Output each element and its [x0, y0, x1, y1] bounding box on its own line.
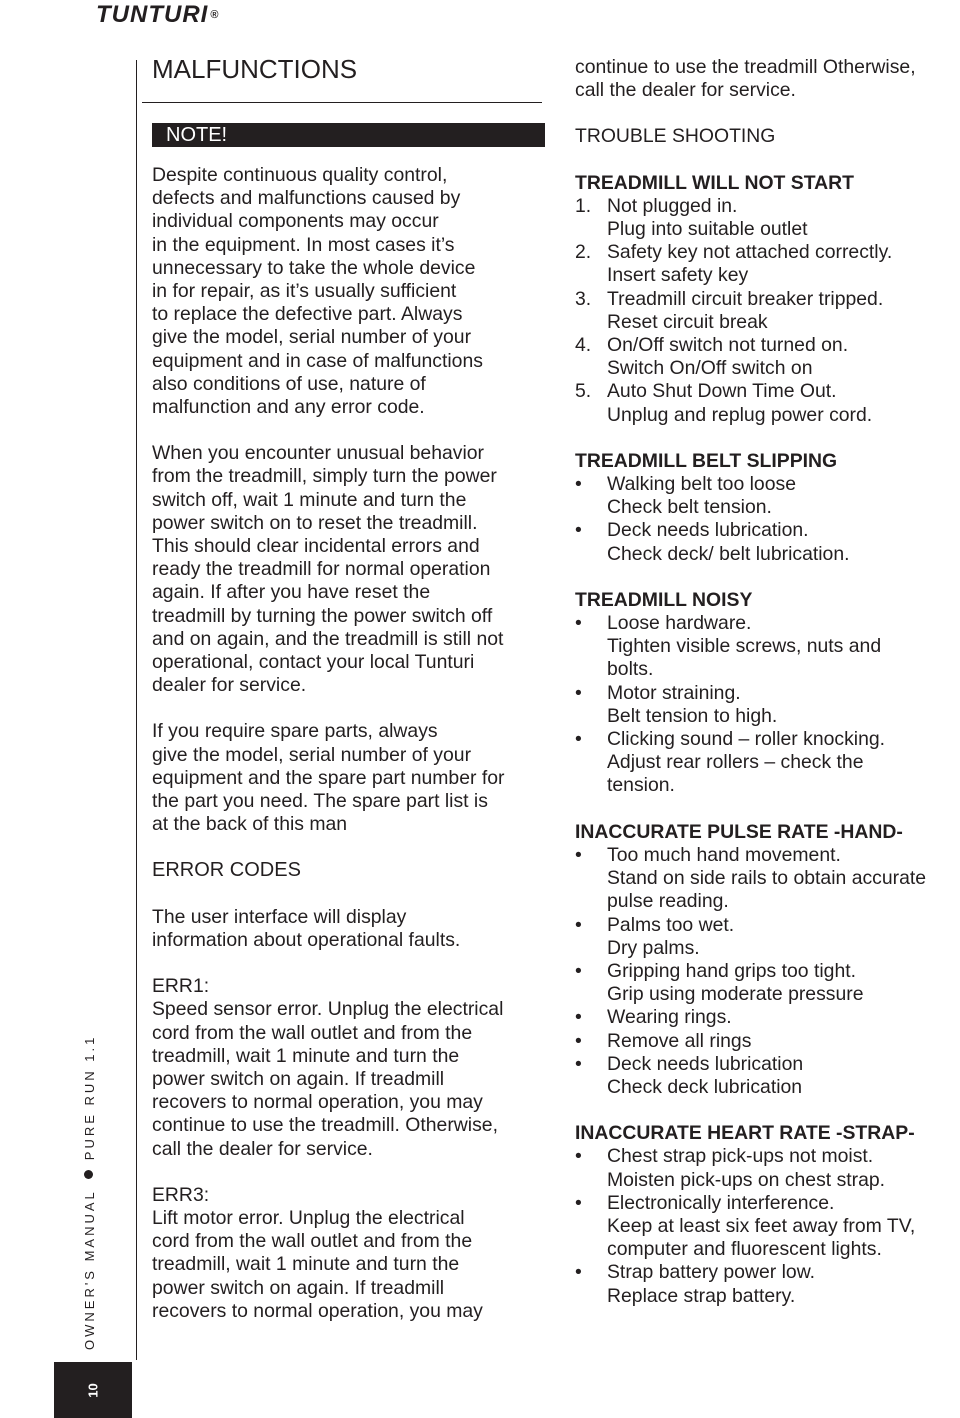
model-label: PURE RUN 1.1: [82, 1034, 97, 1161]
list-item-line: Too much hand movement.: [607, 843, 841, 866]
list-item-line: Deck needs lubrication.: [607, 519, 809, 542]
err3-heading: ERR3:: [152, 1183, 210, 1206]
manual-label: OWNER'S MANUAL: [82, 1189, 97, 1350]
text-line: give the model, serial number of your: [152, 743, 472, 766]
text-line: If you require spare parts, always: [152, 720, 438, 743]
list-marker: 2.: [575, 241, 592, 264]
page-title: MALFUNCTIONS: [152, 54, 358, 84]
page-number: 10: [85, 1382, 101, 1398]
list-item-line: tension.: [607, 774, 675, 797]
brand-logo: TUNTURI ®: [96, 1, 220, 28]
text-line: When you encounter unusual behavior: [152, 442, 485, 465]
list-item-line: bolts.: [607, 658, 654, 681]
text-line: defects and malfunctions caused by: [152, 187, 461, 210]
title-rule: [142, 102, 542, 103]
list-item-line: Safety key not attached correctly.: [607, 241, 893, 264]
noisy-heading: TREADMILL NOISY: [575, 588, 753, 611]
list-item-line: Plug into suitable outlet: [607, 218, 808, 241]
list-marker: •: [575, 728, 582, 751]
text-line: treadmill by turning the power switch off: [152, 604, 493, 627]
list-item: [575, 1053, 960, 1099]
text-line: The user interface will display: [152, 905, 407, 928]
list-marker: 3.: [575, 287, 592, 310]
text-line: malfunction and any error code.: [152, 396, 425, 419]
list-item-line: Walking belt too loose: [607, 473, 796, 496]
continued-text: [575, 56, 960, 102]
list-marker: •: [575, 1145, 582, 1168]
text-line: at the back of this man: [152, 813, 348, 836]
text-line: continue to use the treadmill. Otherwise,: [152, 1114, 498, 1137]
list-item: [575, 728, 960, 798]
text-line: and on again, and the treadmill is still not: [152, 627, 504, 650]
text-line: cord from the wall outlet and from the: [152, 1230, 473, 1253]
list-item-line: Not plugged in.: [607, 194, 738, 217]
error-codes-heading: ERROR CODES: [152, 859, 301, 882]
list-item-line: Moisten pick-ups on chest strap.: [607, 1168, 886, 1191]
noisy-list: [575, 612, 960, 798]
text-line: Despite continuous quality control,: [152, 164, 448, 186]
text-line: switch off, wait 1 minute and turn the: [152, 488, 467, 511]
text-line: cord from the wall outlet and from the: [152, 1021, 473, 1044]
list-item: [575, 682, 960, 728]
list-item-line: Deck needs lubrication: [607, 1052, 804, 1075]
side-label: [80, 1030, 100, 1350]
list-item-line: Grip using moderate pressure: [607, 983, 864, 1006]
text-line: dealer for service.: [152, 674, 307, 697]
pulse-rate-heading: INACCURATE PULSE RATE -HAND-: [575, 820, 903, 843]
list-item-line: Check deck/ belt lubrication.: [607, 542, 850, 565]
text-line: again. If after you have reset the: [152, 581, 431, 604]
heart-rate-heading: INACCURATE HEART RATE -STRAP-: [575, 1122, 915, 1145]
list-item-line: Clicking sound – roller knocking.: [607, 728, 886, 751]
text-line: Lift motor error. Unplug the electrical: [152, 1206, 465, 1229]
text-line: call the dealer for service.: [152, 1137, 373, 1160]
list-marker: •: [575, 1261, 582, 1284]
text-line: continue to use the treadmill Otherwise,: [575, 56, 916, 78]
belt-slipping-list: [575, 473, 960, 566]
list-marker: •: [575, 913, 582, 936]
spare-parts-paragraph: [152, 720, 547, 836]
text-line: individual components may occur: [152, 210, 439, 233]
list-item-line: Strap battery power low.: [607, 1261, 816, 1284]
not-start-list: [575, 195, 960, 427]
list-item-line: Keep at least six feet away from TV,: [607, 1214, 916, 1237]
list-item-line: Dry palms.: [607, 936, 700, 959]
note-label: NOTE!: [152, 123, 545, 147]
list-item-line: Palms too wet.: [607, 913, 735, 936]
list-item: [575, 519, 960, 565]
err3-text: [152, 1207, 547, 1323]
list-item-line: pulse reading.: [607, 890, 729, 913]
list-item: [575, 473, 960, 519]
list-item-line: Insert safety key: [607, 264, 749, 287]
error-intro: [152, 906, 547, 952]
list-marker: •: [575, 612, 582, 635]
list-item: [575, 241, 960, 287]
text-line: give the model, serial number of your: [152, 326, 472, 349]
heart-rate-list: [575, 1145, 960, 1307]
list-item: [575, 1006, 960, 1029]
text-line: to replace the defective part. Always: [152, 303, 463, 326]
trouble-shooting-heading: TROUBLE SHOOTING: [575, 125, 776, 148]
list-item: [575, 1261, 960, 1307]
list-item-line: Gripping hand grips too tight.: [607, 959, 857, 982]
list-item-line: Switch On/Off switch on: [607, 357, 813, 380]
list-marker: •: [575, 959, 582, 982]
list-marker: 1.: [575, 194, 592, 217]
text-line: unnecessary to take the whole device: [152, 256, 476, 279]
text-line: in for repair, as it’s usually sufficient: [152, 280, 457, 303]
list-item-line: Auto Shut Down Time Out.: [607, 380, 837, 403]
text-line: treadmill, wait 1 minute and turn the: [152, 1044, 460, 1067]
pulse-rate-list: [575, 844, 960, 1099]
list-marker: •: [575, 1191, 582, 1214]
text-line: power switch on to reset the treadmill.: [152, 511, 478, 534]
list-item-line: Check belt tension.: [607, 496, 772, 519]
list-item-line: computer and fluorescent lights.: [607, 1238, 882, 1261]
text-line: ready the treadmill for normal operation: [152, 558, 491, 581]
err1-heading: ERR1:: [152, 975, 210, 998]
belt-slipping-heading: TREADMILL BELT SLIPPING: [575, 449, 838, 472]
list-marker: •: [575, 1006, 582, 1029]
list-item: [575, 334, 960, 380]
list-item: [575, 612, 960, 682]
list-item-line: Electronically interference.: [607, 1191, 835, 1214]
text-line: power switch on again. If treadmill: [152, 1276, 445, 1299]
bullet-dot-icon: [84, 1170, 93, 1179]
text-line: call the dealer for service.: [575, 79, 796, 102]
list-item: [575, 844, 960, 914]
list-marker: 4.: [575, 334, 592, 357]
text-line: This should clear incidental errors and: [152, 535, 480, 558]
list-item-line: Stand on side rails to obtain accurate: [607, 867, 927, 890]
list-item: [575, 288, 960, 334]
text-line: equipment and the spare part number for: [152, 766, 505, 789]
list-marker: 5.: [575, 380, 592, 403]
list-item: [575, 1145, 960, 1191]
right-column: [575, 56, 960, 1308]
list-item-line: Motor straining.: [607, 681, 741, 704]
list-marker: •: [575, 1052, 582, 1075]
list-item-line: Tighten visible screws, nuts and: [607, 635, 882, 658]
list-item-line: Loose hardware.: [607, 612, 752, 635]
list-marker: •: [575, 519, 582, 542]
list-item: [575, 914, 960, 960]
text-line: recovers to normal operation, you may: [152, 1299, 483, 1322]
text-line: information about operational faults.: [152, 928, 461, 951]
text-line: recovers to normal operation, you may: [152, 1091, 483, 1114]
list-marker: •: [575, 473, 582, 496]
list-item-line: Wearing rings.: [607, 1006, 732, 1029]
text-line: from the treadmill, simply turn the power: [152, 465, 497, 488]
text-line: operational, contact your local Tunturi: [152, 651, 475, 674]
list-item-line: Check deck lubrication: [607, 1075, 803, 1098]
list-item: [575, 380, 960, 426]
note-text: [152, 164, 547, 419]
list-item: [575, 960, 960, 1006]
list-marker: •: [575, 843, 582, 866]
list-item: [575, 1030, 960, 1053]
text-line: in the equipment. In most cases it’s: [152, 233, 455, 256]
text-line: power switch on again. If treadmill: [152, 1067, 445, 1090]
text-line: also conditions of use, nature of: [152, 372, 426, 395]
not-start-heading: TREADMILL WILL NOT START: [575, 171, 854, 194]
left-column: [152, 50, 547, 1323]
text-line: Speed sensor error. Unplug the electrical: [152, 998, 504, 1021]
text-line: equipment and in case of malfunctions: [152, 349, 483, 372]
list-item-line: Reset circuit break: [607, 310, 768, 333]
list-item-line: Remove all rings: [607, 1029, 752, 1052]
text-line: treadmill, wait 1 minute and turn the: [152, 1253, 460, 1276]
list-item-line: Belt tension to high.: [607, 704, 778, 727]
list-item-line: Treadmill circuit breaker tripped.: [607, 287, 884, 310]
text-line: the part you need. The spare part list is: [152, 790, 488, 813]
list-item-line: Adjust rear rollers – check the: [607, 751, 864, 774]
list-item-line: Chest strap pick-ups not moist.: [607, 1145, 874, 1168]
err1-text: [152, 998, 547, 1160]
page-number-box: [54, 1362, 132, 1418]
list-item: [575, 1192, 960, 1262]
column-divider: [136, 60, 137, 1360]
list-item-line: Unplug and replug power cord.: [607, 403, 873, 426]
list-marker: •: [575, 681, 582, 704]
list-item-line: On/Off switch not turned on.: [607, 334, 849, 357]
list-item-line: Replace strap battery.: [607, 1284, 796, 1307]
list-item: [575, 195, 960, 241]
reset-paragraph: [152, 442, 547, 697]
list-marker: •: [575, 1029, 582, 1052]
